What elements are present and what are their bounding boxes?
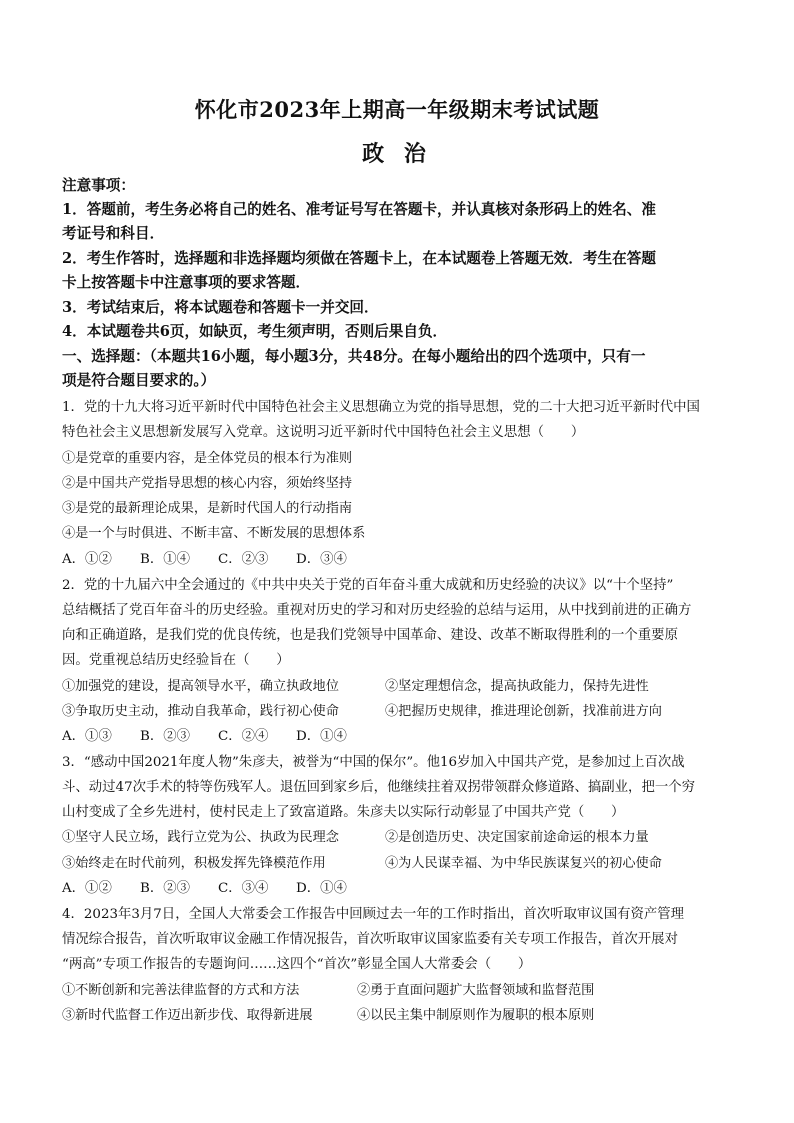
q1-choices bbox=[62, 548, 374, 567]
q2-choice-a: A．①③ bbox=[62, 729, 112, 744]
q3-choice-c: C．③④ bbox=[218, 881, 269, 896]
q2-option-3: ③争取历史主动，推动自我革命，践行初心使命 bbox=[62, 704, 339, 719]
q1-option-2: ②是中国共产党指导思想的核心内容，须始终坚持 bbox=[62, 476, 353, 491]
q2-stem-line3: 向和正确道路，是我们党的优良传统，也是我们党领导中国革命、建设、改革不断取得胜利的一个重要原 bbox=[62, 628, 678, 643]
q2-choice-b: B．②③ bbox=[140, 729, 191, 744]
q3-choice-d: D．①④ bbox=[296, 881, 347, 896]
q2-stem-line4: 因。党重视总结历史经验旨在（ ） bbox=[62, 653, 290, 668]
note-item-3: 3．考试结束后，将本试题卷和答题卡一并交回． bbox=[62, 299, 379, 316]
q4-option-2: ②勇于直面问题扩大监督领域和监督范围 bbox=[357, 983, 595, 998]
q3-option-1: ①坚守人民立场，践行立党为公、执政为民理念 bbox=[62, 830, 339, 845]
q1-choice-c: C．②③ bbox=[218, 552, 269, 567]
q4-option-3: ③新时代监督工作迈出新步伐、取得新进展 bbox=[62, 1008, 313, 1023]
note-item-2-line1: 2．考生作答时，选择题和非选择题均须做在答题卡上，在本试题卷上答题无效．考生在答题 bbox=[62, 250, 656, 267]
q4-stem-line3: “两高”专项工作报告的专题询问……这四个“首次”彰显全国人大常委会（ ） bbox=[62, 957, 532, 972]
q2-option-4: ④把握历史规律，推进理论创新，找准前进方向 bbox=[385, 704, 662, 719]
q3-stem-line3: 山村变成了全乡先进村，使村民走上了致富道路。朱彦夫以实际行动彰显了中国共产党（ ） bbox=[62, 805, 625, 820]
q3-stem-line1: 3．“感动中国2021年度人物”朱彦夫，被誉为“中国的保尔”。他16岁加入中国共产党，是参加过上百次战 bbox=[62, 755, 685, 770]
q1-stem-line2: 特色社会主义思想新发展写入党章。这说明习近平新时代中国特色社会主义思想（ ） bbox=[62, 425, 585, 440]
q1-stem-line1: 1．党的十九大将习近平新时代中国特色社会主义思想确立为党的指导思想，党的二十大把习近平新时代中国 bbox=[62, 400, 700, 415]
q1-option-1: ①是党章的重要内容，是全体党员的根本行为准则 bbox=[62, 451, 353, 466]
section-heading-line2: 项是符合题目要求的。） bbox=[62, 372, 216, 389]
q2-choices bbox=[62, 725, 374, 744]
note-item-1-line1: 1．答题前，考生务必将自己的姓名、准考证号写在答题卡，并认真核对条形码上的姓名、准 bbox=[62, 201, 656, 218]
q2-choice-d: D．①④ bbox=[296, 729, 347, 744]
q4-option-1: ①不断创新和完善法律监督的方式和方法 bbox=[62, 983, 300, 998]
note-item-4: 4．本试题卷共6页，如缺页，考生须声明，否则后果自负． bbox=[62, 323, 448, 340]
q3-choice-b: B．②③ bbox=[140, 881, 191, 896]
subject-title: 政 治 bbox=[362, 141, 432, 167]
q3-stem-line2: 斗、动过47次手术的特等伤残军人。退伍回到家乡后，他继续拄着双拐带领群众修道路、搞副业，把一个穷 bbox=[62, 780, 696, 795]
q4-stem-line1: 4．2023年3月7日，全国人大常委会工作报告中回顾过去一年的工作时指出，首次听取审议国有资产管理 bbox=[62, 907, 685, 922]
section-heading-line1: 一、选择题：（本题共16小题，每小题3分，共48分。在每小题给出的四个选项中，只有一 bbox=[62, 348, 646, 365]
q1-choice-b: B．①④ bbox=[140, 552, 191, 567]
q3-choices bbox=[62, 877, 374, 896]
notes-heading: 注意事项： bbox=[62, 177, 135, 194]
q2-option-2: ②坚定理想信念，提高执政能力，保持先进性 bbox=[385, 679, 649, 694]
q3-option-4: ④为人民谋幸福、为中华民族谋复兴的初心使命 bbox=[385, 856, 662, 871]
q1-option-3: ③是党的最新理论成果，是新时代国人的行动指南 bbox=[62, 501, 353, 516]
note-item-2-line2: 卡上按答题卡中注意事项的要求答题． bbox=[62, 274, 311, 291]
q1-choice-d: D．③④ bbox=[296, 552, 347, 567]
q3-choice-a: A．①② bbox=[62, 881, 112, 896]
note-item-1-line2: 考证号和科目． bbox=[62, 225, 165, 242]
q3-option-2: ②是创造历史、决定国家前途命运的根本力量 bbox=[385, 830, 649, 845]
q2-choice-c: C．②④ bbox=[218, 729, 269, 744]
q1-choice-a: A．①② bbox=[62, 552, 112, 567]
q4-option-4: ④以民主集中制原则作为履职的根本原则 bbox=[357, 1008, 595, 1023]
q4-stem-line2: 情况综合报告，首次听取审议金融工作情况报告，首次听取审议国家监委有关专项工作报告，首次开展对 bbox=[62, 932, 678, 947]
q1-option-4: ④是一个与时俱进、不断丰富、不断发展的思想体系 bbox=[62, 526, 366, 541]
q2-option-1: ①加强党的建设，提高领导水平，确立执政地位 bbox=[62, 679, 339, 694]
q2-stem-line1: 2．党的十九届六中全会通过的《中共中央关于党的百年奋斗重大成就和历史经验的决议》以“十个坚持” bbox=[62, 578, 674, 593]
q2-stem-line2: 总结概括了党百年奋斗的历史经验。重视对历史的学习和对历史经验的总结与运用，从中找到前进的正确方 bbox=[62, 603, 692, 618]
q3-option-3: ③始终走在时代前列，积极发挥先锋模范作用 bbox=[62, 856, 326, 871]
exam-title: 怀化市2023年上期高一年级期末考试试题 bbox=[194, 97, 600, 122]
